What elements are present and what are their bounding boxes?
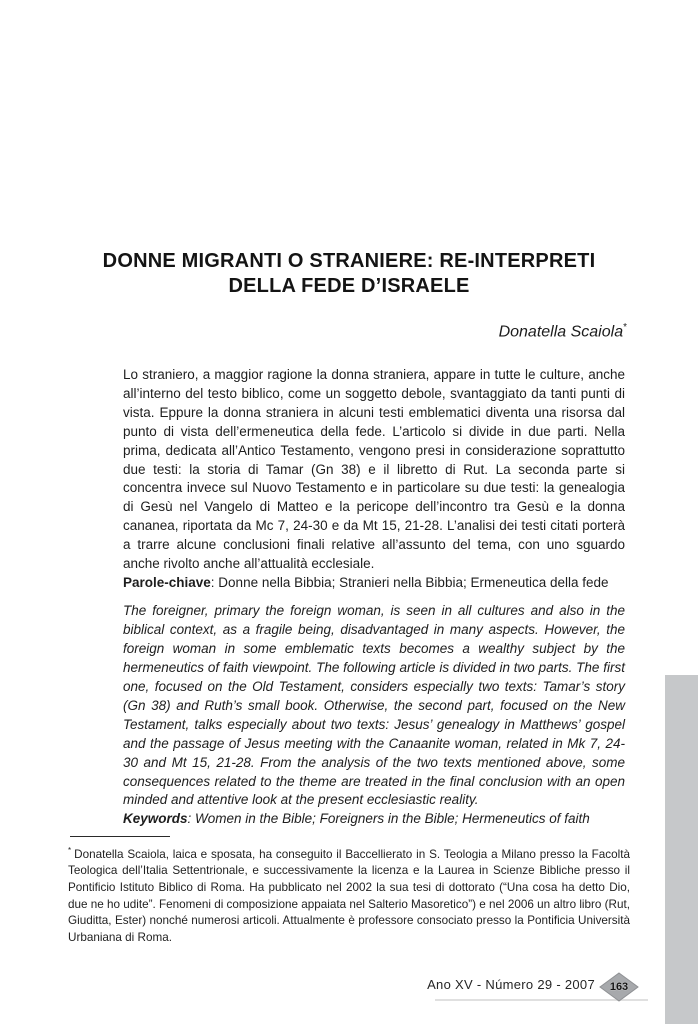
- journal-issue-info: Ano XV - Número 29 - 2007: [427, 977, 595, 992]
- abstract-english: The foreigner, primary the foreign woman, is seen in all cultures and also in the biblical context, as a fragile being, disadvantaged in many aspects. However, the foreign woman in some emblematic texts becomes a wealthy subject by the hermeneutics of faith viewpoint. The following article is divided in two parts. The first one, focused on the Old Testament, considers especially two texts: Tamar’s story (Gn 38) and Ruth’s small book. Otherwise, the second part, focused on the New Testament, talks especially about two texts: Jesus’ genealogy in Matthews’ gospel and the passage of Jesus meeting with the Canaanite woman, related in Mk 7, 24-30 and Mt 15, 21-28. From the analysis of the two texts mentioned above, some consequences related to the theme are treated in the final conclusion with an open minded and attentive look at the present ecclesiastic reality.: [123, 603, 625, 808]
- article-title-line-1: DONNE MIGRANTI O STRANIERE: RE-INTERPRETI: [102, 250, 596, 272]
- abstracts-column: [123, 366, 625, 829]
- article-title-line-2: DELLA FEDE D’ISRAELE: [228, 275, 470, 297]
- footnote-marker: *: [68, 846, 72, 855]
- keywords-list-italian: : Donne nella Bibbia; Stranieri nella Bibbia; Ermeneutica della fede: [210, 574, 609, 590]
- keywords-list-english: : Women in the Bible; Foreigners in the Bible; Hermeneutics of faith: [187, 811, 590, 827]
- page-edge-strip: [665, 675, 698, 1024]
- author-name: Donatella Scaiola: [498, 323, 624, 341]
- author-byline: [499, 322, 627, 341]
- abstract-italian: Lo straniero, a maggior ragione la donna straniera, appare in tutte le culture, anche all’interno del testo biblico, come un soggetto debole, svantaggiato da tanti punti di vista. Eppure la donna straniera in alcuni testi emblematici diventa una risorsa dal punto di vista dell’ermeneutica della fede. L’articolo si divide in due parti. Nella prima, dedicata all’Antico Testamento, vengono presi in considerazione soprattutto due testi: la storia di Tamar (Gn 38) e il libretto di Rut. La seconda parte si concentra invece sul Nuovo Testamento e in particolare su due testi: la genealogia di Gesù nel Vangelo di Matteo e la pericope dell’incontro tra Gesù e la donna cananea, riportata da Mc 7, 24-30 e da Mt 15, 21-28. L’analisi dei testi citati porterà a trarre alcune conclusioni finali relative all’assunto del tema, con uno sguardo anche rivolto anche all’attualità ecclesiale.: [123, 367, 625, 572]
- keywords-label-english: Keywords: [123, 811, 188, 827]
- footnote-separator-rule: [70, 836, 170, 837]
- page-number: 163: [609, 981, 629, 993]
- author-footnote: [68, 843, 630, 946]
- keywords-line-italian: [123, 574, 625, 593]
- author-footnote-marker: *: [623, 322, 627, 333]
- article-title: [0, 249, 698, 299]
- keywords-line-english: [123, 810, 625, 829]
- keywords-label-italian: Parole-chiave: [123, 574, 211, 590]
- page-number-badge: [599, 972, 639, 1002]
- footnote-text: Donatella Scaiola, laica e sposata, ha conseguito il Baccellierato in S. Teologia a Milano presso la Facoltà Teologica dell’Italia Settentrionale, e successivamente la licenza e la Laurea in Scienze Bibliche presso il Pontificio Istituto Biblico di Roma. Ha pubblicato nel 2002 la sua tesi di dottorato (“Una cosa ha detto Dio, due ne ho udite”. Fenomeni di composizione appaiata nel Salterio Masoretico”) e nel 2006 un altro libro (Rut, Giuditta, Ester) nonché numerosi articoli. Attualmente è professore consociato presso la Pontificia Università Urbaniana di Roma.: [68, 847, 630, 944]
